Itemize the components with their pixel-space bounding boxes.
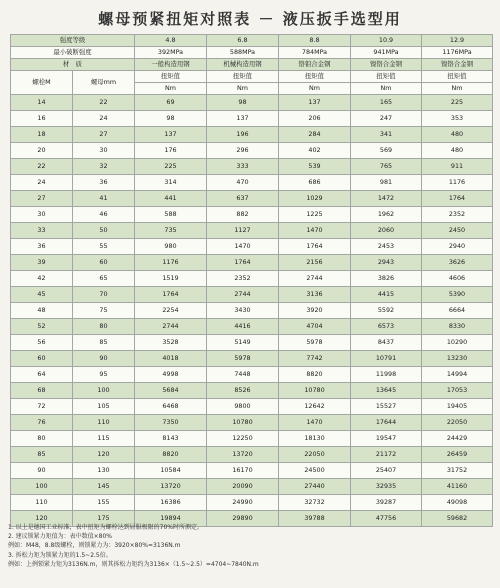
material-cell: 镍铬合金钢 <box>351 59 422 71</box>
torque-cell: 26459 <box>422 447 493 463</box>
table-row <box>11 207 493 223</box>
torque-cell: 686 <box>279 175 351 191</box>
torque-cell: 98 <box>135 111 207 127</box>
bolt-size-cell: 30 <box>11 207 73 223</box>
strength-cell: 588MPa <box>207 47 279 59</box>
torque-cell: 441 <box>135 191 207 207</box>
torque-cell: 1225 <box>279 207 351 223</box>
torque-cell: 41160 <box>422 479 493 495</box>
torque-cell: 402 <box>279 143 351 159</box>
grade-cell: 4.8 <box>135 35 207 47</box>
grade-cell: 10.9 <box>351 35 422 47</box>
unit-label: Nm <box>422 83 493 95</box>
bolt-size-cell: 16 <box>11 111 73 127</box>
table-row <box>11 447 493 463</box>
torque-cell: 480 <box>422 127 493 143</box>
nut-size-cell: 130 <box>73 463 135 479</box>
torque-cell: 225 <box>135 159 207 175</box>
nut-size-cell: 100 <box>73 383 135 399</box>
table-row <box>11 463 493 479</box>
bolt-size-cell: 14 <box>11 95 73 111</box>
torque-cell: 8330 <box>422 319 493 335</box>
table-row <box>11 287 493 303</box>
grade-cell: 8.8 <box>279 35 351 47</box>
torque-cell: 6573 <box>351 319 422 335</box>
table-row <box>11 303 493 319</box>
nut-size-cell: 90 <box>73 351 135 367</box>
torque-cell: 1472 <box>351 191 422 207</box>
nut-size-cell: 145 <box>73 479 135 495</box>
strength-cell: 784MPa <box>279 47 351 59</box>
material-cell: 一般构造用钢 <box>135 59 207 71</box>
torque-cell: 6468 <box>135 399 207 415</box>
table-row <box>11 159 493 175</box>
torque-cell: 13645 <box>351 383 422 399</box>
bolt-size-cell: 39 <box>11 255 73 271</box>
torque-cell: 11998 <box>351 367 422 383</box>
nut-size-cell: 46 <box>73 207 135 223</box>
bolt-header: 螺栓M <box>11 71 73 95</box>
torque-cell: 10290 <box>422 335 493 351</box>
torque-cell: 2352 <box>207 271 279 287</box>
torque-cell: 24990 <box>207 495 279 511</box>
torque-cell: 2450 <box>422 223 493 239</box>
bolt-size-cell: 110 <box>11 495 73 511</box>
torque-cell: 6664 <box>422 303 493 319</box>
nut-size-cell: 80 <box>73 319 135 335</box>
nut-size-cell: 60 <box>73 255 135 271</box>
torque-table <box>10 34 493 527</box>
table-row <box>11 239 493 255</box>
torque-cell: 735 <box>135 223 207 239</box>
nut-size-cell: 75 <box>73 303 135 319</box>
torque-cell: 10791 <box>351 351 422 367</box>
torque-cell: 7350 <box>135 415 207 431</box>
torque-cell: 2352 <box>422 207 493 223</box>
torque-cell: 17644 <box>351 415 422 431</box>
bolt-size-cell: 68 <box>11 383 73 399</box>
nut-header: 螺母mm <box>73 71 135 95</box>
material-cell: 铬钼合金钢 <box>279 59 351 71</box>
nut-size-cell: 105 <box>73 399 135 415</box>
torque-cell: 8143 <box>135 431 207 447</box>
torque-cell: 1764 <box>279 239 351 255</box>
torque-cell: 1176 <box>135 255 207 271</box>
torque-cell: 12642 <box>279 399 351 415</box>
bolt-size-cell: 18 <box>11 127 73 143</box>
torque-cell: 137 <box>279 95 351 111</box>
torque-cell: 19405 <box>422 399 493 415</box>
strength-label: 最小破断强度 <box>11 47 135 59</box>
torque-cell: 22050 <box>422 415 493 431</box>
bolt-size-cell: 72 <box>11 399 73 415</box>
torque-cell: 3136 <box>279 287 351 303</box>
torque-cell: 32732 <box>279 495 351 511</box>
nut-size-cell: 85 <box>73 335 135 351</box>
bolt-size-cell: 48 <box>11 303 73 319</box>
torque-cell: 284 <box>279 127 351 143</box>
torque-cell: 637 <box>207 191 279 207</box>
table-row <box>11 383 493 399</box>
torque-cell: 2943 <box>351 255 422 271</box>
bolt-size-cell: 60 <box>11 351 73 367</box>
torque-cell: 5390 <box>422 287 493 303</box>
torque-cell: 10780 <box>279 383 351 399</box>
torque-cell: 13720 <box>135 479 207 495</box>
torque-cell: 980 <box>135 239 207 255</box>
torque-cell: 4018 <box>135 351 207 367</box>
table-row <box>11 191 493 207</box>
bolt-size-cell: 100 <box>11 479 73 495</box>
torque-cell: 137 <box>135 127 207 143</box>
bolt-size-cell: 22 <box>11 159 73 175</box>
nut-size-cell: 115 <box>73 431 135 447</box>
torque-cell: 3528 <box>135 335 207 351</box>
torque-cell: 3626 <box>422 255 493 271</box>
nut-size-cell: 22 <box>73 95 135 111</box>
torque-cell: 2744 <box>135 319 207 335</box>
nut-size-cell: 36 <box>73 175 135 191</box>
page-title: 螺母预紧扭矩对照表 － 液压扳手选型用 <box>98 10 402 28</box>
torque-cell: 9800 <box>207 399 279 415</box>
torque-cell: 39287 <box>351 495 422 511</box>
torque-cell: 911 <box>422 159 493 175</box>
torque-cell: 1962 <box>351 207 422 223</box>
torque-cell: 176 <box>135 143 207 159</box>
torque-cell: 2744 <box>279 271 351 287</box>
torque-cell: 3826 <box>351 271 422 287</box>
table-row <box>11 351 493 367</box>
torque-cell: 569 <box>351 143 422 159</box>
unit-label: Nm <box>135 83 207 95</box>
torque-label-row <box>11 71 493 83</box>
torque-cell: 314 <box>135 175 207 191</box>
torque-cell: 7742 <box>279 351 351 367</box>
nut-size-cell: 41 <box>73 191 135 207</box>
table-row <box>11 175 493 191</box>
torque-cell: 296 <box>207 143 279 159</box>
torque-label: 扭矩值 <box>135 71 207 83</box>
torque-cell: 480 <box>422 143 493 159</box>
grade-row <box>11 35 493 47</box>
strength-cell: 1176MPa <box>422 47 493 59</box>
bolt-size-cell: 56 <box>11 335 73 351</box>
torque-cell: 24429 <box>422 431 493 447</box>
grade-cell: 6.8 <box>207 35 279 47</box>
note-line: 1. 以上是德国工业标准，表中扭矩为螺栓达到屈服极限的70%时所测定。 <box>8 524 203 531</box>
nut-size-cell: 155 <box>73 495 135 511</box>
material-cell: 镍铬合金钢 <box>422 59 493 71</box>
torque-cell: 24500 <box>279 463 351 479</box>
bolt-size-cell: 42 <box>11 271 73 287</box>
torque-cell: 2060 <box>351 223 422 239</box>
torque-cell: 341 <box>351 127 422 143</box>
torque-cell: 165 <box>351 95 422 111</box>
table-row <box>11 127 493 143</box>
note-line: 3. 拆松力矩为锁紧力矩的1.5~2.5倍。 <box>8 551 112 559</box>
torque-label: 扭矩值 <box>207 71 279 83</box>
torque-cell: 13720 <box>207 447 279 463</box>
bolt-size-cell: 20 <box>11 143 73 159</box>
unit-label: Nm <box>351 83 422 95</box>
nut-size-cell: 110 <box>73 415 135 431</box>
nut-size-cell: 55 <box>73 239 135 255</box>
torque-cell: 8437 <box>351 335 422 351</box>
material-row <box>11 59 493 71</box>
torque-cell: 8526 <box>207 383 279 399</box>
torque-cell: 4415 <box>351 287 422 303</box>
torque-cell: 981 <box>351 175 422 191</box>
nut-size-cell: 50 <box>73 223 135 239</box>
bolt-size-cell: 80 <box>11 431 73 447</box>
torque-cell: 2156 <box>279 255 351 271</box>
torque-cell: 15527 <box>351 399 422 415</box>
torque-label: 扭矩值 <box>351 71 422 83</box>
strength-cell: 392MPa <box>135 47 207 59</box>
torque-cell: 49098 <box>422 495 493 511</box>
bolt-size-cell: 27 <box>11 191 73 207</box>
torque-cell: 8820 <box>279 367 351 383</box>
torque-label: 扭矩值 <box>279 71 351 83</box>
torque-cell: 29890 <box>207 511 279 527</box>
table-row <box>11 255 493 271</box>
note-line: 例如：M48，8.8级螺栓，则锁紧力为：3920×80%=3136N.m <box>8 542 181 550</box>
torque-cell: 16170 <box>207 463 279 479</box>
torque-cell: 1127 <box>207 223 279 239</box>
torque-cell: 19547 <box>351 431 422 447</box>
torque-cell: 3920 <box>279 303 351 319</box>
bolt-size-cell: 36 <box>11 239 73 255</box>
table-row <box>11 431 493 447</box>
bolt-size-cell: 90 <box>11 463 73 479</box>
torque-cell: 1470 <box>279 223 351 239</box>
table-row <box>11 335 493 351</box>
torque-cell: 196 <box>207 127 279 143</box>
torque-cell: 31752 <box>422 463 493 479</box>
table-row <box>11 271 493 287</box>
torque-cell: 470 <box>207 175 279 191</box>
table-row <box>11 415 493 431</box>
bolt-size-cell: 76 <box>11 415 73 431</box>
bolt-size-cell: 24 <box>11 175 73 191</box>
torque-cell: 69 <box>135 95 207 111</box>
table-row <box>11 111 493 127</box>
torque-cell: 5684 <box>135 383 207 399</box>
torque-cell: 25407 <box>351 463 422 479</box>
material-cell: 机械构造用钢 <box>207 59 279 71</box>
torque-cell: 137 <box>207 111 279 127</box>
torque-cell: 1764 <box>207 255 279 271</box>
torque-cell: 1176 <box>422 175 493 191</box>
torque-cell: 4606 <box>422 271 493 287</box>
torque-cell: 2254 <box>135 303 207 319</box>
material-label: 材 质 <box>11 59 135 71</box>
torque-cell: 21172 <box>351 447 422 463</box>
torque-cell: 17053 <box>422 383 493 399</box>
bolt-size-cell: 33 <box>11 223 73 239</box>
strength-cell: 941MPa <box>351 47 422 59</box>
footnotes <box>8 523 494 569</box>
torque-cell: 206 <box>279 111 351 127</box>
torque-cell: 1470 <box>279 415 351 431</box>
nut-size-cell: 95 <box>73 367 135 383</box>
nut-size-cell: 30 <box>73 143 135 159</box>
torque-cell: 27440 <box>279 479 351 495</box>
torque-cell: 39788 <box>279 511 351 527</box>
torque-cell: 98 <box>207 95 279 111</box>
torque-cell: 4416 <box>207 319 279 335</box>
table-row <box>11 95 493 111</box>
torque-cell: 882 <box>207 207 279 223</box>
table-row <box>11 479 493 495</box>
torque-cell: 10780 <box>207 415 279 431</box>
torque-cell: 1470 <box>207 239 279 255</box>
torque-cell: 1764 <box>422 191 493 207</box>
torque-cell: 1764 <box>135 287 207 303</box>
unit-label: Nm <box>207 83 279 95</box>
grade-cell: 12.9 <box>422 35 493 47</box>
torque-cell: 19894 <box>135 511 207 527</box>
note-line: 例如：上例锁紧力矩为3136N.m，则其拆松力矩约为3136×（1.5~2.5）=4704~7840N.m <box>8 560 259 568</box>
torque-cell: 2940 <box>422 239 493 255</box>
torque-cell: 765 <box>351 159 422 175</box>
torque-cell: 18130 <box>279 431 351 447</box>
torque-cell: 4998 <box>135 367 207 383</box>
torque-cell: 353 <box>422 111 493 127</box>
torque-cell: 1029 <box>279 191 351 207</box>
torque-cell: 539 <box>279 159 351 175</box>
table-row <box>11 319 493 335</box>
torque-cell: 5978 <box>279 335 351 351</box>
nut-size-cell: 32 <box>73 159 135 175</box>
torque-cell: 12250 <box>207 431 279 447</box>
bolt-size-cell: 64 <box>11 367 73 383</box>
torque-cell: 3430 <box>207 303 279 319</box>
torque-cell: 1519 <box>135 271 207 287</box>
bolt-size-cell: 52 <box>11 319 73 335</box>
torque-cell: 22050 <box>279 447 351 463</box>
torque-cell: 8820 <box>135 447 207 463</box>
nut-size-cell: 65 <box>73 271 135 287</box>
nut-size-cell: 24 <box>73 111 135 127</box>
torque-cell: 32935 <box>351 479 422 495</box>
torque-cell: 247 <box>351 111 422 127</box>
torque-cell: 7448 <box>207 367 279 383</box>
unit-label: Nm <box>279 83 351 95</box>
bolt-size-cell: 45 <box>11 287 73 303</box>
torque-cell: 2453 <box>351 239 422 255</box>
note-line: 2. 建议锁紧力矩值为：表中数值×80% <box>8 533 112 541</box>
nut-size-cell: 27 <box>73 127 135 143</box>
torque-cell: 14994 <box>422 367 493 383</box>
torque-cell: 47756 <box>351 511 422 527</box>
torque-cell: 5149 <box>207 335 279 351</box>
nut-size-cell: 70 <box>73 287 135 303</box>
torque-cell: 16386 <box>135 495 207 511</box>
torque-cell: 59682 <box>422 511 493 527</box>
torque-label: 扭矩值 <box>422 71 493 83</box>
torque-cell: 4704 <box>279 319 351 335</box>
nut-size-cell: 175 <box>73 511 135 527</box>
table-row <box>11 399 493 415</box>
table-row <box>11 223 493 239</box>
torque-cell: 333 <box>207 159 279 175</box>
torque-cell: 5592 <box>351 303 422 319</box>
table-row <box>11 495 493 511</box>
torque-cell: 2744 <box>207 287 279 303</box>
torque-cell: 588 <box>135 207 207 223</box>
torque-cell: 20090 <box>207 479 279 495</box>
torque-cell: 10584 <box>135 463 207 479</box>
grade-label: 强度等级 <box>11 35 135 47</box>
torque-cell: 225 <box>422 95 493 111</box>
bolt-size-cell: 85 <box>11 447 73 463</box>
strength-row <box>11 47 493 59</box>
table-row <box>11 367 493 383</box>
table-row <box>11 143 493 159</box>
bolt-size-cell: 120 <box>11 511 73 527</box>
nut-size-cell: 120 <box>73 447 135 463</box>
torque-cell: 13230 <box>422 351 493 367</box>
torque-cell: 5978 <box>207 351 279 367</box>
